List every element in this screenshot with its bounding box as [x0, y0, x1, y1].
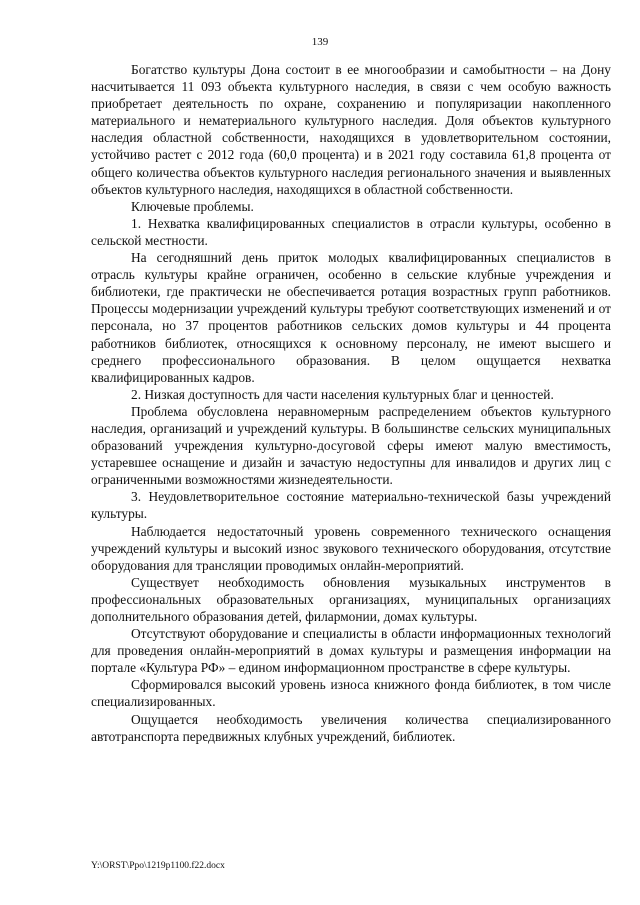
paragraph-problem-1: 1. Нехватка квалифицированных специалистов в отрасли культуры, особенно в сельской местности. [91, 215, 611, 248]
paragraph-problem-3: 3. Неудовлетворительное состояние материально-технической базы учреждений культуры. [91, 489, 611, 522]
paragraph-equipment: Наблюдается недостаточный уровень современного технического оснащения учреждений культуры и высокий износ звукового технического оборудования, отсутствие оборудования для трансляции проводимых онлайн-мероприятий. [91, 523, 611, 573]
paragraph-it-specialists: Отсутствуют оборудование и специалисты в области информационных технологий для проведения онлайн-мероприятий в домах культуры и размещения информации на портале «Культура РФ» – едином информационном пространстве в сфере культуры. [91, 626, 611, 676]
footer-file-path: Y:\ORST\Ppo\1219p1100.f22.docx [91, 861, 225, 871]
paragraph-intro: Богатство культуры Дона состоит в ее многообразии и самобытности – на Дону насчитывается 11 093 объекта культурного наследия, в связи с чем особую важность приобретает деятельность по охране, сохранению и популяризации накопленного материального и нематериального культурного наследия. Доля объектов культурного наследия областной собственности, находящихся в удовлетворительном состоянии, устойчиво растет с 2012 года (60,0 процента) и в 2021 году составила 61,8 процента от общего количества объектов культурного наследия регионального значения и выявленных объектов культурного наследия, находящихся в областной собственности. [91, 62, 611, 197]
paragraph-problem-2: 2. Низкая доступность для части населения культурных благ и ценностей. [131, 386, 554, 402]
page-number: 139 [311, 36, 329, 48]
paragraph-book-fund: Сформировался высокий уровень износа книжного фонда библиотек, в том числе специализированных. [91, 677, 611, 710]
paragraph-problem-2-details: Проблема обусловлена неравномерным распределением объектов культурного наследия, организаций и учреждений культуры. В большинстве сельских муниципальных образований учреждения культурно-досуговой сферы имеют малую вместимость, устаревшее оснащение и дизайн и зачастую недоступны для инвалидов и других лиц с ограниченными возможностями жизнедеятельности. [91, 403, 611, 488]
paragraph-instruments: Существует необходимость обновления музыкальных инструментов в профессиональных образовательных организациях, муниципальных организациях дополнительного образования детей, филармонии, домах культуры. [91, 574, 611, 624]
paragraph-key-problems-heading: Ключевые проблемы. [131, 198, 254, 214]
body-text [91, 61, 611, 745]
paragraph-problem-1-details: На сегодняшний день приток молодых квалифицированных специалистов в отрасль культуры крайне ограничен, особенно в сельские клубные учреждения и библиотеки, где практически не обеспечивается ротация возрастных групп работников. Процессы модернизации учреждений культуры требуют соответствующих изменений и от персонала, но 37 процентов работников сельских домов культуры и 44 процента работников библиотек, относящихся к основному персоналу, не имеют высшего и среднего профессионального образования. В целом ощущается нехватка квалифицированных кадров. [91, 250, 611, 385]
paragraph-transport: Ощущается необходимость увеличения количества специализированного автотранспорта передвижных клубных учреждений, библиотек. [91, 711, 611, 744]
